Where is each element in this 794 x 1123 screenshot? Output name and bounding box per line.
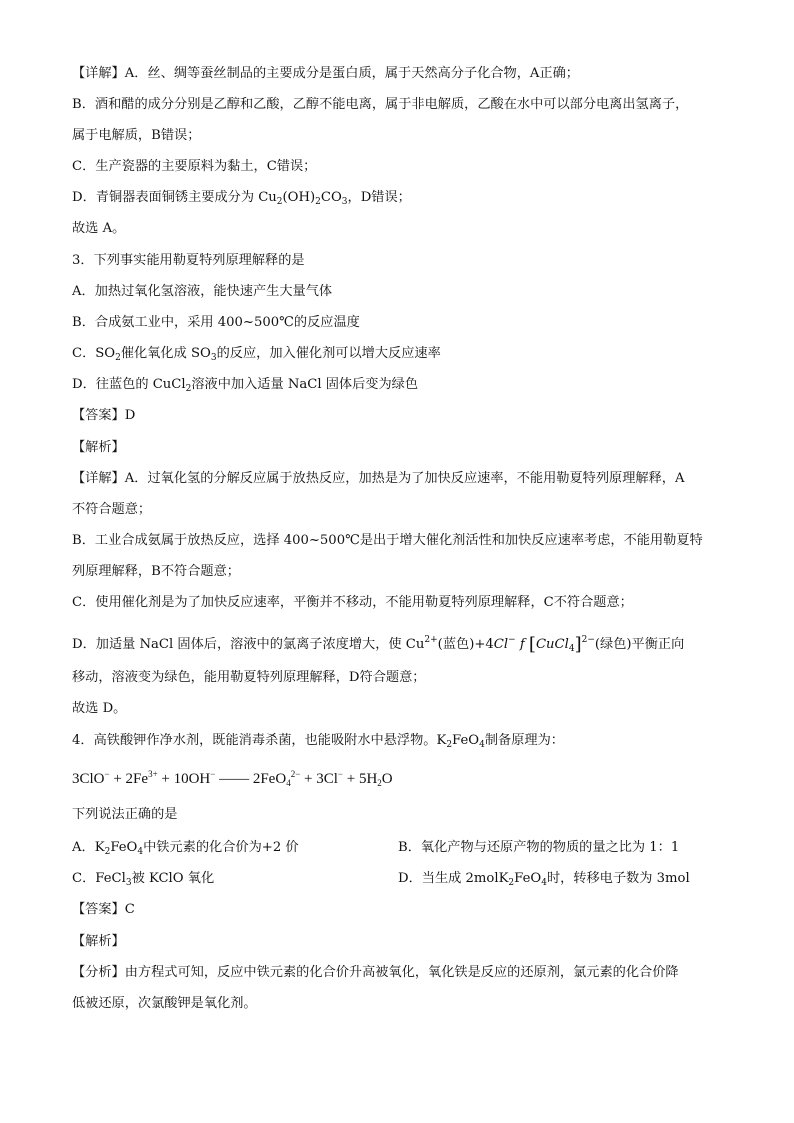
formula-cl: Cl (493, 637, 509, 652)
question-4-option-d (398, 869, 690, 893)
question-4-option-b (398, 838, 679, 858)
question-4-option-a (72, 838, 299, 862)
explanation-c-line (72, 157, 316, 177)
analysis-4-heading (72, 932, 125, 952)
text: 的反应，加入催化剂可以增大反应速率 (216, 346, 441, 361)
question-3-stem (72, 251, 305, 271)
text: A．加热过氧化氢溶液，能快速产生大量气体 (72, 284, 333, 299)
text: B．合成氨工业中，采用 400~500℃的反应温度 (72, 315, 360, 330)
answer-4 (72, 900, 135, 920)
superscript: 2− (290, 769, 301, 779)
superscript: 2− (581, 635, 595, 645)
analysis-3-b-line2 (72, 562, 240, 582)
text: 2FeO (252, 771, 287, 787)
text: 时，转移电子数为 3mol (546, 871, 690, 886)
question-3-option-c (72, 344, 441, 368)
superscript: − (210, 769, 216, 779)
question-3-option-a (72, 282, 332, 302)
text: 3ClO (72, 771, 105, 787)
text: (OH) (282, 190, 316, 205)
text: 3．下列事实能用勒夏特列原理解释的是 (72, 253, 305, 268)
explanation-a-line (72, 64, 579, 84)
subscript: 2 (508, 878, 515, 888)
superscript: − (337, 769, 343, 779)
text: + 10OH (157, 771, 211, 787)
question-4-option-c (72, 869, 214, 893)
reaction-arrow: —— (215, 771, 253, 787)
subscript: 3 (341, 197, 348, 207)
subscript: 3 (210, 353, 217, 363)
bracket: ] (574, 634, 582, 655)
text: D．青铜器表面铜锈主要成分为 Cu (72, 190, 277, 205)
text: C．FeCl (72, 871, 126, 886)
text: A．K (72, 840, 105, 855)
question-3-option-d (72, 375, 418, 399)
reaction-equation (72, 764, 393, 793)
analysis-3-heading (72, 438, 125, 458)
text: (蓝色)+4 (437, 637, 494, 652)
text: 不符合题意； (72, 502, 152, 517)
subscript: 2 (185, 384, 192, 394)
text: 【分析】由方程式可知，反应中铁元素的化合价升高被氧化，氧化铁是反应的还原剂，氯元素的化合价降 (72, 965, 679, 980)
text: 故选 D。 (72, 701, 127, 716)
text: 被 KClO 氧化 (131, 871, 215, 886)
text: (绿色)平衡正向 (594, 637, 685, 652)
analysis-3-conclusion (72, 699, 126, 719)
superscript: − (104, 769, 110, 779)
text: B．酒和醋的成分分别是乙醇和乙酸，乙醇不能电离，属于非电解质，乙酸在水中可以部分电离出氢离子， (72, 97, 689, 112)
text: 故选 A。 (72, 221, 126, 236)
superscript: − (508, 635, 516, 645)
text: C．使用催化剂是为了加快反应速率，平衡并不移动，不能用勒夏特列原理解释，C不符合题意； (72, 595, 633, 610)
explanation-b-line2 (72, 126, 200, 146)
subscript: 2 (104, 847, 111, 857)
equilibrium-symbol: f (515, 637, 529, 652)
text: D．加适量 NaCl 固体后，溶液中的氯离子浓度增大，使 Cu (72, 637, 425, 652)
text: FeO (452, 733, 480, 748)
analysis-3-b-line1 (72, 531, 703, 551)
question-3-option-b (72, 313, 360, 333)
bracket: [ (528, 634, 536, 655)
text: 下列说法正确的是 (72, 807, 178, 822)
text: O (381, 771, 393, 787)
question-4-stem (72, 731, 564, 755)
text: ，D错误； (347, 190, 411, 205)
explanation-b-line1 (72, 95, 688, 115)
subscript: 2 (446, 740, 453, 750)
analysis-3-d-line1 (72, 630, 684, 659)
text: 中铁元素的化合价为+2 价 (143, 840, 299, 855)
text: 催化氧化成 SO (120, 346, 211, 361)
text: 【解析】 (72, 934, 125, 949)
text: FeO (110, 840, 138, 855)
text: C．SO (72, 346, 116, 361)
text: 移动，溶液变为绿色，能用勒夏特列原理解释，D符合题意； (72, 670, 426, 685)
text: + 5H (342, 771, 378, 787)
subscript: 4 (286, 778, 291, 788)
text: CO (320, 190, 342, 205)
text: D．往蓝色的 CuCl (72, 377, 186, 392)
subscript: 4 (568, 644, 575, 654)
text: 【答案】D (72, 408, 136, 423)
subscript: 4 (479, 740, 485, 750)
analysis-4-line1 (72, 963, 679, 983)
subscript: 2 (315, 197, 321, 207)
text: 【解析】 (72, 440, 125, 455)
text: 4．高铁酸钾作净水剂，既能消毒杀菌，也能吸附水中悬浮物。K (72, 733, 447, 748)
conclusion-line (72, 219, 125, 239)
text: D．当生成 2molK (398, 871, 509, 886)
text: 【详解】A．过氧化氢的分解反应属于放热反应，加热是为了加快反应速率，不能用勒夏特列原理解释，A (72, 471, 685, 486)
analysis-3-c-line (72, 593, 633, 613)
subscript: 2 (377, 778, 382, 788)
analysis-4-line2 (72, 994, 257, 1014)
text: 属于电解质，B错误； (72, 128, 201, 143)
text: FeO (514, 871, 542, 886)
text: B．工业合成氨属于放热反应，选择 400~500℃是出于增大催化剂活性和加快反应速率考虑，不能用勒夏特 (72, 533, 703, 548)
text: 【详解】A．丝、绸等蚕丝制品的主要成分是蛋白质，属于天然高分子化合物，A正确； (72, 66, 579, 81)
text: C．生产瓷器的主要原料为黏土，C错误； (72, 159, 317, 174)
subscript: 2 (115, 353, 121, 363)
explanation-d-line (72, 188, 411, 212)
analysis-3-a-line1 (72, 469, 684, 489)
subscript: 4 (541, 878, 547, 888)
subscript: 2 (276, 197, 283, 207)
analysis-3-a-line2 (72, 500, 151, 520)
question-4-prompt (72, 805, 178, 825)
superscript: 2+ (424, 635, 438, 645)
analysis-3-d-line2 (72, 668, 425, 688)
answer-3 (72, 406, 135, 426)
text: 溶液中加入适量 NaCl 固体后变为绿色 (191, 377, 419, 392)
text: 低被还原，次氯酸钾是氧化剂。 (72, 996, 257, 1011)
text: + 3Cl (300, 771, 338, 787)
text: + 2Fe (109, 771, 149, 787)
text: 列原理解释，B不符合题意； (72, 564, 240, 579)
text: 制备原理为： (484, 733, 564, 748)
text: B．氧化产物与还原产物的物质的量之比为 1：1 (398, 840, 680, 855)
subscript: 4 (137, 847, 144, 857)
formula-cucl: CuCl (535, 637, 569, 652)
subscript: 3 (125, 878, 132, 888)
superscript: 3+ (148, 769, 158, 779)
text: 【答案】C (72, 902, 135, 917)
